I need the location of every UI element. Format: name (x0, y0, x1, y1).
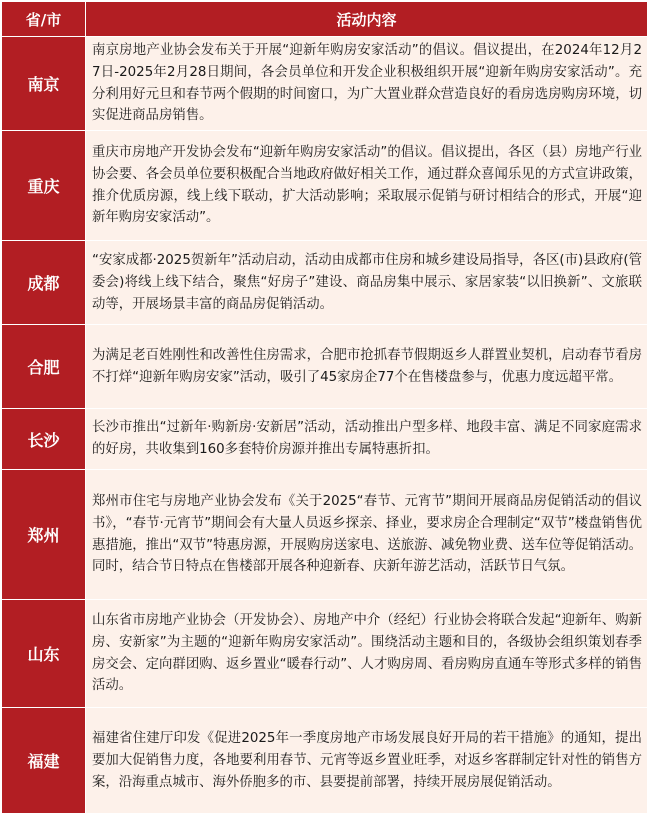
policy-table (1, 1, 648, 814)
content-cell: 南京房地产业协会发布关于开展“迎新年购房安家活动”的倡议。倡议提出，在2024年12月27日-2025年2月28日期间，各会员单位和开发企业积极组织开展“迎新年购房安家活动”。充分利用好元旦和春节两个假期的时间窗口，为广大置业群众营造良好的看房选房购房环境，切实促进商品房销售。 (86, 37, 648, 131)
city-cell: 重庆 (2, 131, 86, 241)
city-cell: 长沙 (2, 409, 86, 470)
table-row (2, 131, 648, 241)
table-row (2, 708, 648, 814)
table-row (2, 241, 648, 325)
content-cell: 长沙市推出“过新年·购新房·安新居”活动，活动推出户型多样、地段丰富、满足不同家庭需求的好房，共收集到160多套特价房源并推出专属特惠折扣。 (86, 409, 648, 470)
table-row (2, 325, 648, 409)
table-header-row (2, 2, 648, 37)
table-row (2, 470, 648, 600)
city-cell: 南京 (2, 37, 86, 131)
header-content: 活动内容 (86, 2, 648, 37)
header-city: 省/市 (2, 2, 86, 37)
content-cell: “安家成都·2025贺新年”活动启动，活动由成都市住房和城乡建设局指导，各区(市)县政府(管委会)将线上线下结合，聚焦“好房子”建设、商品房集中展示、家居家装“以旧换新”、文旅联动等，开展场景丰富的商品房促销活动。 (86, 241, 648, 325)
city-cell: 山东 (2, 600, 86, 708)
city-cell: 合肥 (2, 325, 86, 409)
city-cell: 福建 (2, 708, 86, 814)
content-cell: 福建省住建厅印发《促进2025年一季度房地产市场发展良好开局的若干措施》的通知，提出要加大促销售力度，各地要利用春节、元宵等返乡置业旺季，对返乡客群制定针对性的销售方案，沿海重点城市、海外侨胞多的市、县要提前部署，持续开展房展促销活动。 (86, 708, 648, 814)
content-cell: 为满足老百姓刚性和改善性住房需求，合肥市抢抓春节假期返乡人群置业契机，启动春节看房不打烊“迎新年购房安家”活动，吸引了45家房企77个在售楼盘参与，优惠力度远超平常。 (86, 325, 648, 409)
table-row (2, 600, 648, 708)
table-row (2, 409, 648, 470)
table-row (2, 37, 648, 131)
content-cell: 山东省市房地产业协会（开发协会）、房地产中介（经纪）行业协会将联合发起“迎新年、购新房、安新家”为主题的“迎新年购房安家活动”。围绕活动主题和目的，各级协会组织策划春季房交会、定向群团购、返乡置业“暖春行动”、人才购房周、看房购房直通车等形式多样的销售活动。 (86, 600, 648, 708)
content-cell: 郑州市住宅与房地产业协会发布《关于2025“春节、元宵节”期间开展商品房促销活动的倡议书》，“春节·元宵节”期间会有大量人员返乡探亲、择业，要求房企合理制定“双节”楼盘销售优惠措施，推出“双节”特惠房源，开展购房送家电、送旅游、减免物业费、送车位等促销活动。同时，结合节日特点在售楼部开展各种迎新春、庆新年游艺活动，活跃节日气氛。 (86, 470, 648, 600)
content-cell: 重庆市房地产开发协会发布“迎新年购房安家活动”的倡议。倡议提出，各区（县）房地产行业协会要、各会员单位要积极配合当地政府做好相关工作，通过群众喜闻乐见的方式宣讲政策，推介优质房源，线上线下联动，扩大活动影响；采取展示促销与研讨相结合的形式，开展“迎新年购房安家活动”。 (86, 131, 648, 241)
city-cell: 成都 (2, 241, 86, 325)
city-cell: 郑州 (2, 470, 86, 600)
